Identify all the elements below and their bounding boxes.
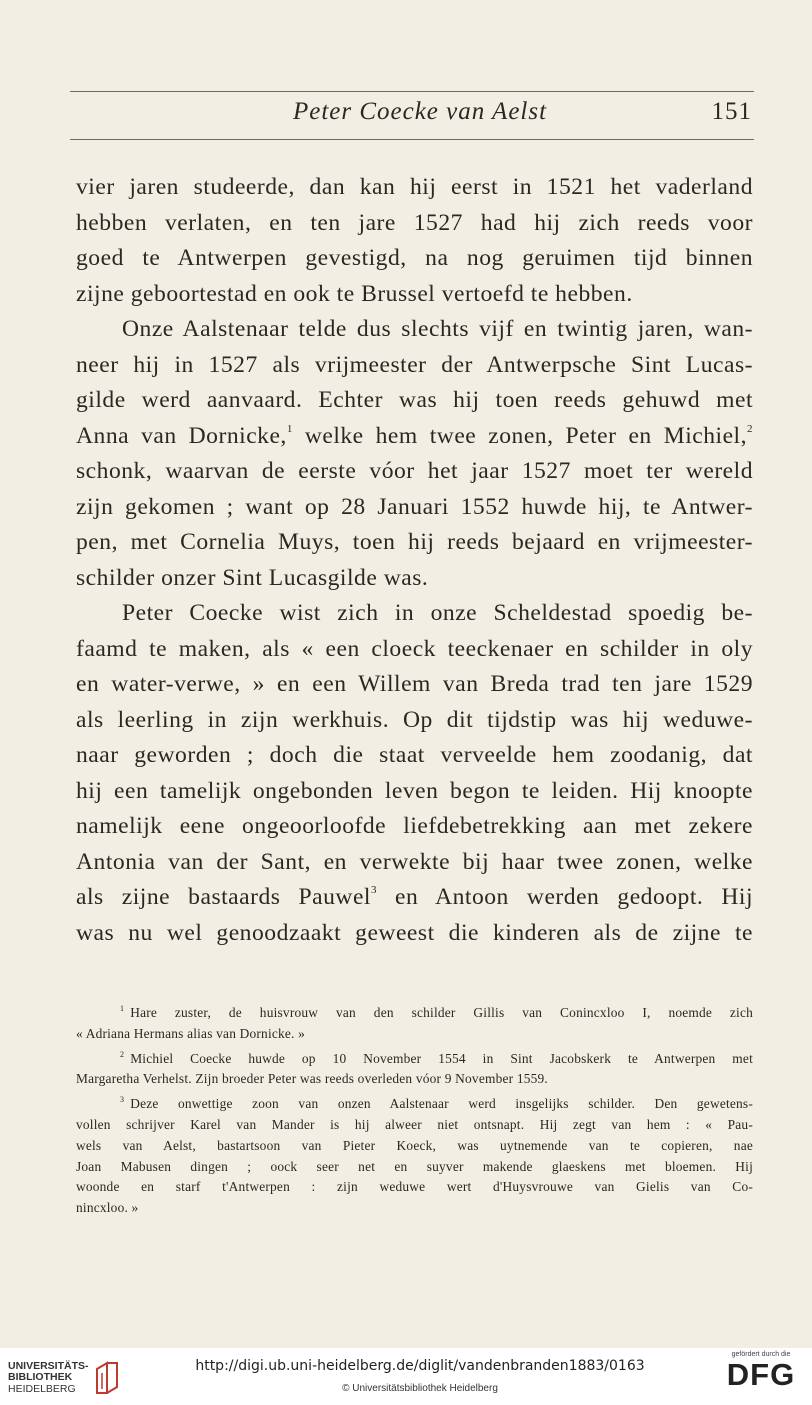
footnote-marker: 1 xyxy=(120,1004,125,1013)
viewer-footer xyxy=(0,1348,812,1405)
running-title: Peter Coecke van Aelst xyxy=(292,98,548,125)
logo-line: HEIDELBERG xyxy=(8,1382,76,1395)
text-line: neer hij in 1527 als vrijmeester der Antwerpsche Sint Lucas- xyxy=(76,351,753,378)
footnote-ref-2[interactable]: 2 xyxy=(747,422,753,435)
footnote-line: woonde en starf t'Antwerpen : zijn weduwe wert d'Huysvrouwe van Gielis van Co- xyxy=(76,1179,753,1195)
footnote-2 xyxy=(76,1049,753,1091)
footnote-ref-3[interactable]: 3 xyxy=(370,884,377,896)
text-line: Onze Aalstenaar telde dus slechts vijf en twintig jaren, wan- xyxy=(122,316,753,342)
text-line xyxy=(76,880,753,916)
text-line: gilde werd aanvaard. Echter was hij toen reeds gehuwd met xyxy=(76,387,753,413)
page-number: 151 xyxy=(711,98,752,125)
text-line: namelijk eene ongeoorloofde liefdebetrekking aan met zekere xyxy=(76,813,753,839)
text-line: en water-verwe, » en een Willem van Breda trad ten jare 1529 xyxy=(76,671,753,697)
header-rule-top xyxy=(70,91,754,92)
header-rule-bottom xyxy=(70,139,754,140)
text-line: zijne geboortestad en ook te Brussel vertoefd te hebben. xyxy=(76,280,633,307)
footnote-3 xyxy=(76,1094,753,1219)
logo-text xyxy=(8,1361,89,1396)
text-line: als leerling in zijn werkhuis. Op dit tijdstip was hij weduwe- xyxy=(76,706,753,733)
text-line: schilder onzer Sint Lucasgilde was. xyxy=(76,564,429,591)
footnote-marker: 3 xyxy=(120,1095,125,1105)
text-line: naar geworden ; doch die staat verveelde hem zoodanig, dat xyxy=(76,742,753,768)
text-line: Peter Coecke wist zich in onze Scheldestad spoedig be- xyxy=(122,600,753,626)
footnote-line xyxy=(76,1094,753,1115)
footnotes xyxy=(76,1003,753,1223)
footnote-line: wels van Aelst, bastartsoon van Pieter Koeck, was uytnemende van te copieren, nae xyxy=(76,1137,753,1153)
text-line: goed te Antwerpen gevestigd, na nog geruimen tijd binnen xyxy=(76,245,753,271)
footnote-line: vollen schrijver Karel van Mander is hij alweer niet ontsnapt. Hij zegt van hem : « Pau- xyxy=(76,1116,753,1132)
footnote-line xyxy=(76,1049,753,1070)
footnote-line: Joan Mabusen dingen ; oock seer net en suyver makende glaeskens met bloemen. Hij xyxy=(76,1158,753,1174)
text-segment: welke hem twee zonen, Peter en Michiel, xyxy=(292,422,747,449)
paragraph-2 xyxy=(76,312,753,596)
text-line: zijn gekomen ; want op 28 Januari 1552 huwde hij, te Antwer- xyxy=(76,493,753,520)
footnote-marker: 2 xyxy=(120,1049,125,1059)
text-line: hij een tamelijk ongebonden leven begon te leiden. Hij knoopte xyxy=(76,777,753,804)
text-segment: en Antoon werden gedoopt. Hij xyxy=(376,884,754,910)
footnote-text: Michiel Coecke huwde op 10 November 1554 in Sint Jacobskerk te Antwerpen met xyxy=(130,1050,753,1066)
footnote-ref-1[interactable]: 1 xyxy=(286,422,293,435)
text-line: vier jaren studeerde, dan kan hij eerst in 1521 het vaderland xyxy=(76,174,753,200)
footnote-text: Hare zuster, de huisvrouw van den schilder Gillis van Conincxloo I, noemde zich xyxy=(130,1005,753,1020)
paragraph-1 xyxy=(76,170,753,312)
paragraph-3 xyxy=(76,596,753,951)
text-line: schonk, waarvan de eerste vóor het jaar 1527 moet ter wereld xyxy=(76,458,753,484)
text-segment: Anna van Dornicke, xyxy=(76,422,287,449)
library-book-icon xyxy=(93,1360,121,1396)
footnote-line xyxy=(76,1003,753,1024)
footnote-1 xyxy=(76,1003,753,1045)
dfg-logo[interactable] xyxy=(718,1351,804,1392)
text-line: pen, met Cornelia Muys, toen hij reeds bejaard en vrijmeester- xyxy=(76,529,753,555)
text-line: hebben verlaten, en ten jare 1527 had hij zich reeds voor xyxy=(76,209,753,236)
text-line: faamd te maken, als « een cloeck teeckenaer en schilder in oly xyxy=(76,635,753,662)
logo-line: UNIVERSITÄTS- xyxy=(8,1359,89,1372)
logo-line: BIBLIOTHEK xyxy=(8,1371,73,1384)
footnote-line: Margaretha Verhelst. Zijn broeder Peter was reeds overleden vóor 9 November 1559. xyxy=(76,1071,548,1087)
footnote-text: Deze onwettige zoon van onzen Aalstenaar werd insgelijks schilder. Den gewetens- xyxy=(130,1096,753,1112)
footnote-line: nincxloo. » xyxy=(76,1200,139,1216)
copyright-notice: © Universitätsbibliothek Heidelberg xyxy=(342,1383,498,1394)
text-line: was nu wel genoodzaakt geweest die kinderen als de zijne te xyxy=(76,919,753,946)
text-line xyxy=(76,419,753,455)
text-segment: als zijne bastaards Pauwel xyxy=(76,884,371,910)
funding-note: gefördert durch die xyxy=(731,1351,791,1358)
body-text xyxy=(76,170,753,951)
footnote-line: « Adriana Hermans alias van Dornicke. » xyxy=(76,1025,306,1041)
text-line: Antonia van der Sant, en verwekte bij haar twee zonen, welke xyxy=(76,848,753,875)
university-library-logo[interactable] xyxy=(8,1360,121,1396)
permalink-url[interactable]: http://digi.ub.uni-heidelberg.de/diglit/vandenbranden1883/0163 xyxy=(195,1358,645,1374)
dfg-wordmark: DFG xyxy=(726,1357,796,1392)
